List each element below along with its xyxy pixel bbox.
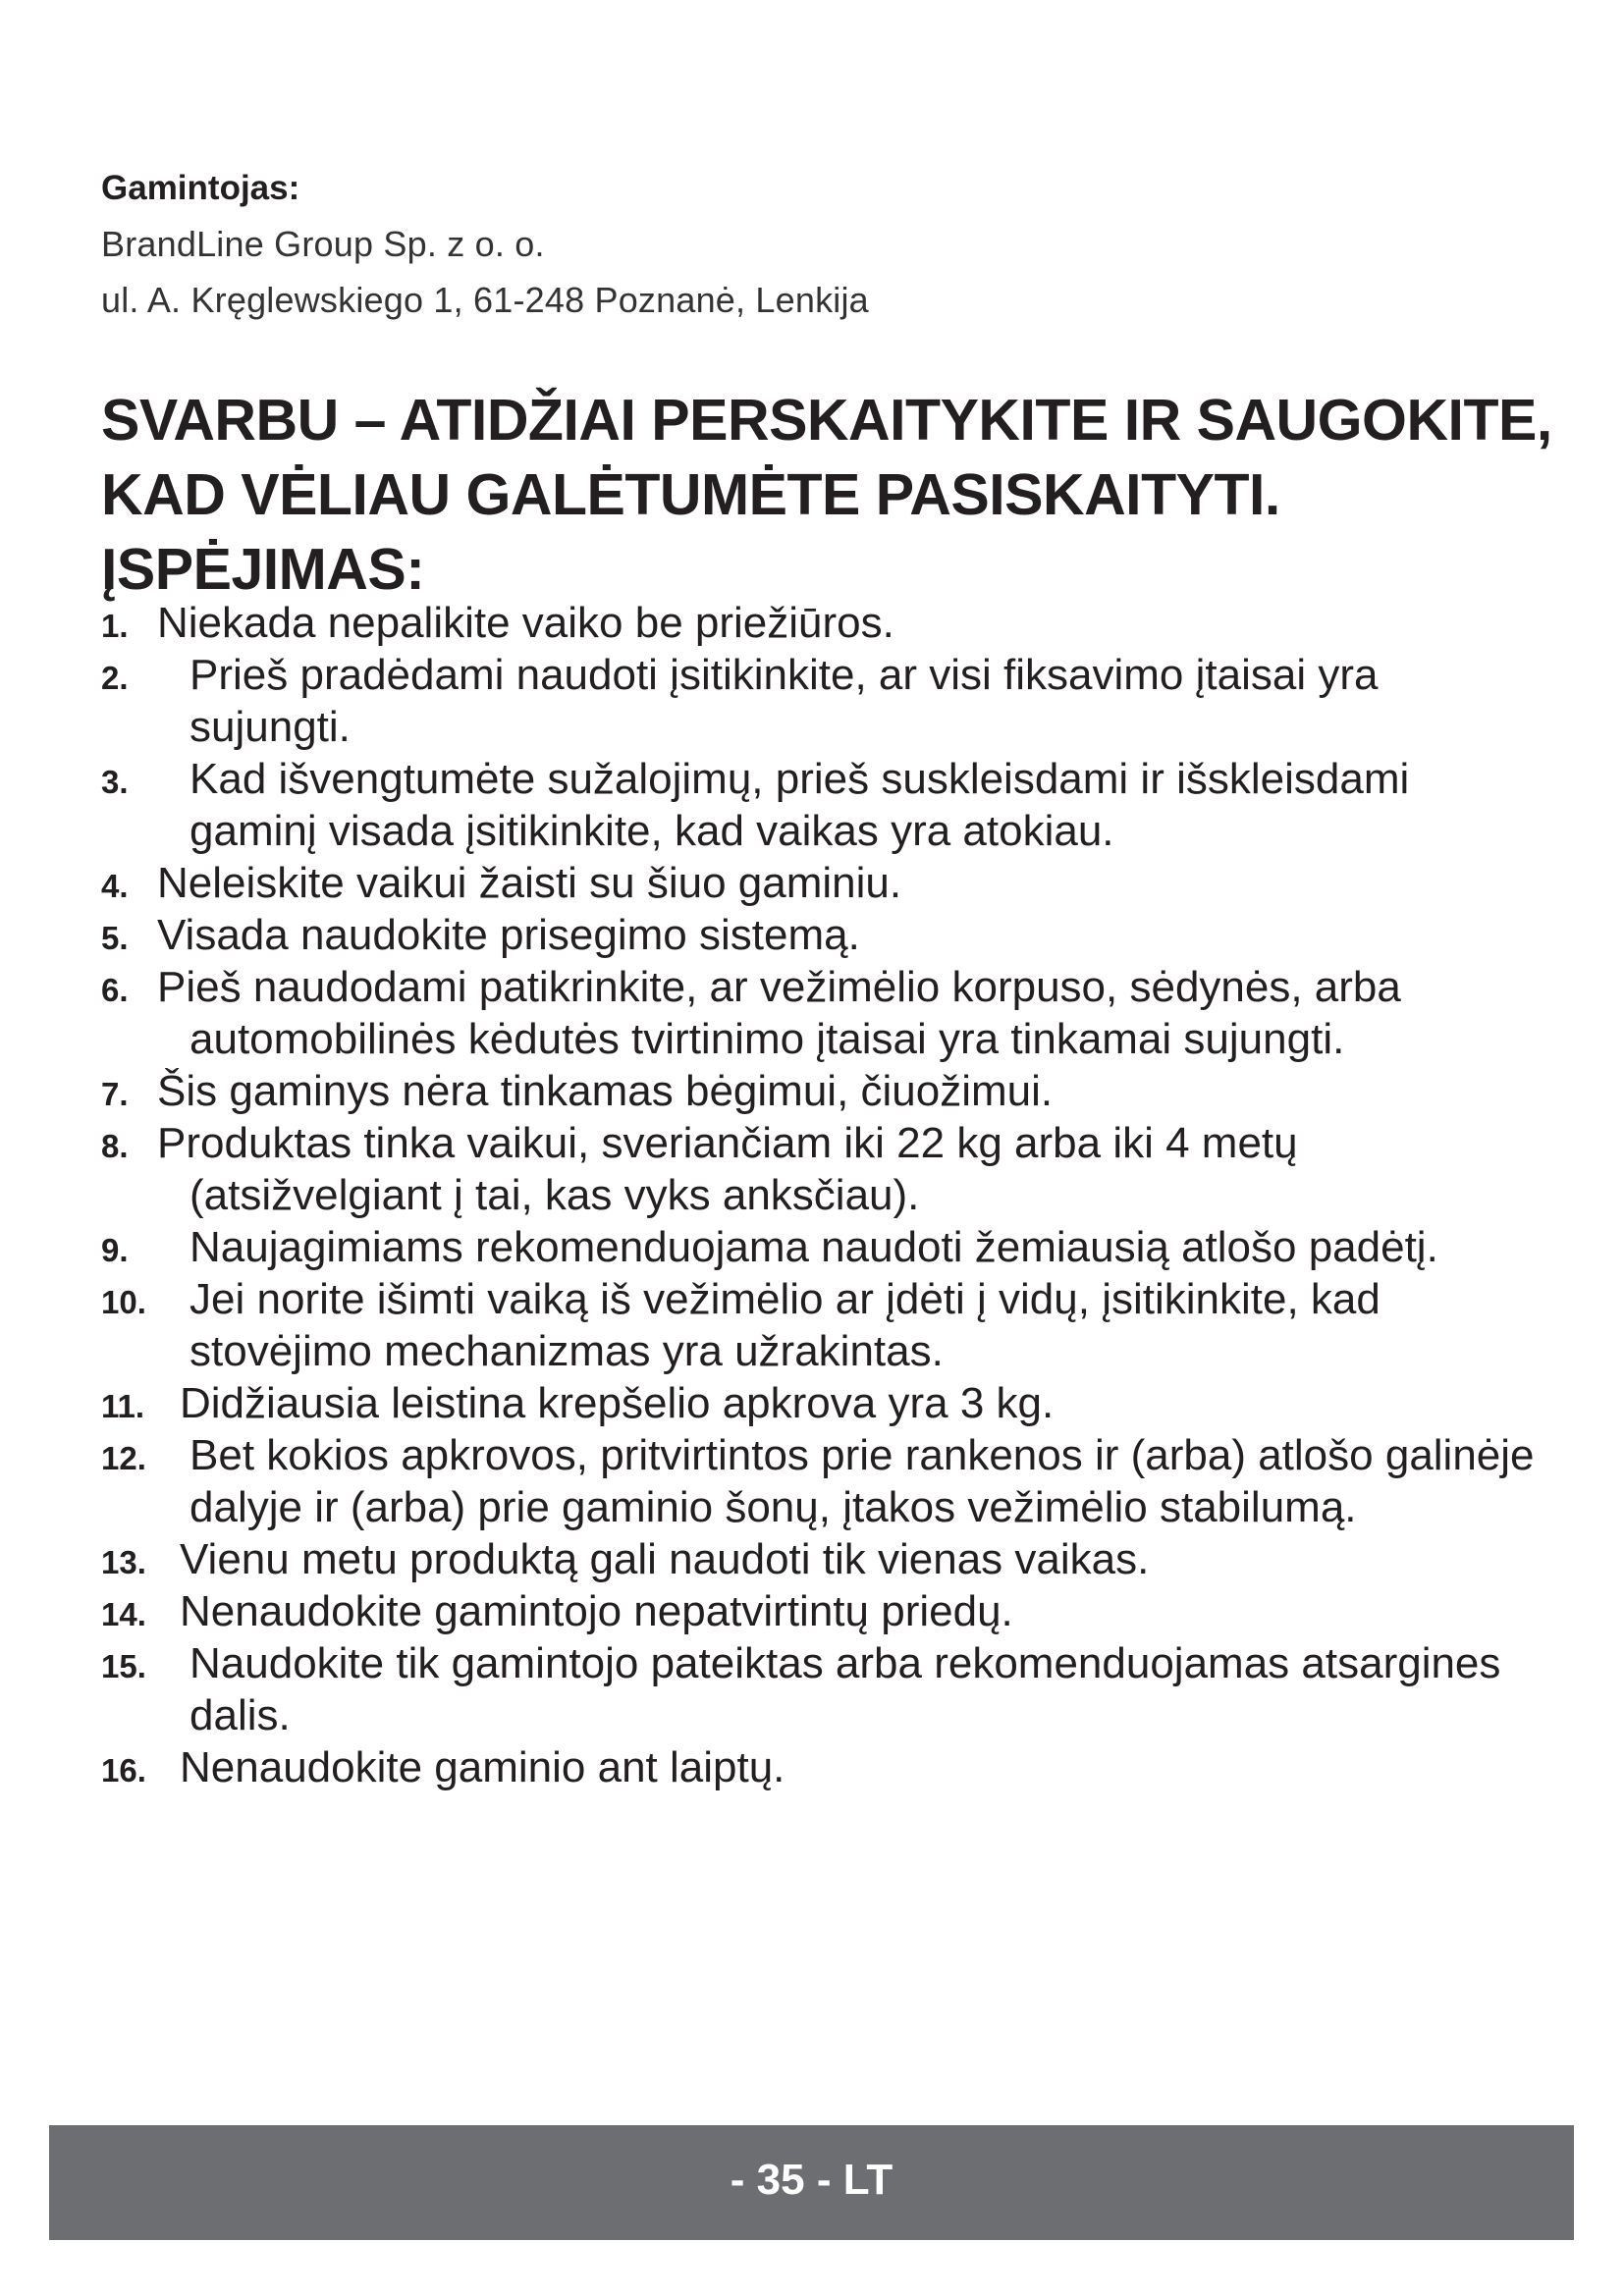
warning-number: 10. — [101, 1284, 146, 1320]
warning-list — [101, 597, 1535, 1793]
warning-item — [101, 1429, 1535, 1533]
warning-text: Vienu metu produktą gali naudoti tik vienas vaikas. — [180, 1535, 1150, 1583]
warning-text: Jei norite išimti vaiką iš vežimėlio ar įdėti į vidų, įsitikinkite, kad stovėjimo mechanizmas yra užrakintas. — [189, 1275, 1380, 1375]
warning-item — [101, 1637, 1535, 1741]
manufacturer-block — [101, 165, 1515, 328]
warning-item — [101, 1117, 1535, 1221]
warning-text: Visada naudokite prisegimo sistemą. — [157, 911, 860, 959]
warning-text: Šis gaminys nėra tinkamas bėgimui, čiuožimui. — [157, 1067, 1054, 1115]
warning-number: 8. — [101, 1128, 129, 1164]
warning-item — [101, 1221, 1535, 1273]
warning-number: 14. — [101, 1596, 146, 1632]
warning-item — [101, 1585, 1535, 1637]
warning-item — [101, 597, 1535, 649]
warning-number: 6. — [101, 972, 129, 1008]
warning-item — [101, 857, 1535, 909]
heading-line-1: SVARBU – ATIDŽIAI PERSKAITYKITE IR SAUGOKITE, — [101, 388, 1552, 453]
warning-item — [101, 1273, 1535, 1377]
warning-number: 5. — [101, 920, 129, 956]
warning-text: Didžiausia leistina krepšelio apkrova yra 3 kg. — [180, 1379, 1055, 1427]
warning-number: 3. — [101, 764, 129, 800]
warning-item — [101, 1377, 1535, 1429]
warning-item — [101, 1533, 1535, 1585]
warning-item — [101, 1741, 1535, 1793]
warning-heading — [101, 383, 1552, 607]
manufacturer-label: Gamintojas: — [101, 169, 300, 207]
warning-item — [101, 909, 1535, 961]
warning-item — [101, 753, 1535, 857]
warning-text: Naudokite tik gamintojo pateiktas arba rekomenduojamas atsargines dalis. — [189, 1639, 1501, 1739]
warning-text: Prieš pradėdami naudoti įsitikinkite, ar visi fiksavimo įtaisai yra sujungti. — [189, 651, 1379, 751]
warning-text: Kad išvengtumėte sužalojimų, prieš suskleisdami ir išskleisdami gaminį visada įsitikinkite, kad vaikas yra atokiau. — [189, 755, 1410, 855]
warning-text: Pieš naudodami patikrinkite, ar vežimėlio korpuso, sėdynės, arba automobilinės kėdutės tvirtinimo įtaisai yra tinkamai sujungti. — [157, 963, 1401, 1063]
warning-text: Produktas tinka vaikui, sveriančiam iki 22 kg arba iki 4 metų (atsižvelgiant į tai, kas vyks anksčiau). — [157, 1119, 1298, 1219]
heading-line-3: ĮSPĖJIMAS: — [101, 537, 425, 602]
footer-bar — [49, 2125, 1574, 2240]
manufacturer-address: ul. A. Kręglewskiego 1, 61-248 Poznanė, Lenkija — [101, 280, 869, 320]
warning-item — [101, 649, 1535, 753]
warning-number: 13. — [101, 1544, 146, 1580]
warning-number: 2. — [101, 660, 129, 696]
heading-line-2: KAD VĖLIAU GALĖTUMĖTE PASISKAITYTI. — [101, 462, 1280, 527]
warning-number: 1. — [101, 608, 129, 644]
warning-number: 16. — [101, 1752, 146, 1789]
warning-item — [101, 961, 1535, 1065]
warning-text: Nenaudokite gamintojo nepatvirtintų priedų. — [180, 1587, 1013, 1635]
warning-item — [101, 1065, 1535, 1117]
warning-number: 4. — [101, 868, 129, 904]
warning-text: Neleiskite vaikui žaisti su šiuo gaminiu. — [157, 859, 902, 907]
warning-number: 9. — [101, 1232, 129, 1268]
warning-text: Niekada nepalikite vaiko be priežiūros. — [157, 599, 894, 647]
warning-number: 15. — [101, 1648, 146, 1684]
warning-number: 7. — [101, 1076, 129, 1112]
warning-text: Nenaudokite gaminio ant laiptų. — [180, 1743, 785, 1791]
warning-number: 11. — [101, 1388, 145, 1424]
warning-number: 12. — [101, 1440, 146, 1476]
warning-text: Naujagimiams rekomenduojama naudoti žemiausią atlošo padėtį. — [189, 1223, 1438, 1271]
page-number: - 35 - LT — [730, 2156, 893, 2204]
warning-text: Bet kokios apkrovos, pritvirtintos prie rankenos ir (arba) atlošo galinėje dalyje ir (arba) prie gaminio šonų, įtakos vežimėlio stabilumą. — [189, 1431, 1535, 1531]
manufacturer-company: BrandLine Group Sp. z o. o. — [101, 224, 545, 264]
